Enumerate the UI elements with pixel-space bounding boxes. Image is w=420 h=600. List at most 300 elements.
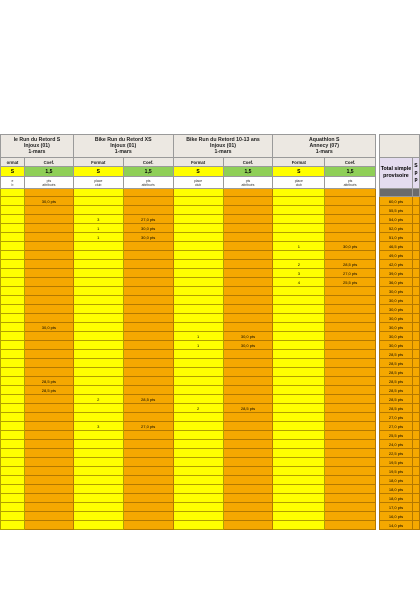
cut-off-cell [412, 386, 419, 395]
table-row [1, 341, 420, 350]
table-row [1, 422, 420, 431]
points-cell [24, 233, 73, 242]
place-cell [1, 251, 25, 260]
points-cell: 25,5 pts [325, 278, 376, 287]
place-cell [1, 377, 25, 386]
place-cell [173, 386, 223, 395]
points-cell [123, 269, 173, 278]
points-cell [223, 440, 273, 449]
spacer [376, 177, 380, 189]
table-row [1, 521, 420, 530]
points-cell: 30,0 pts [123, 233, 173, 242]
place-cell [73, 494, 123, 503]
table-row [1, 386, 420, 395]
event-title-l2: Injoux (01) [210, 142, 236, 149]
points-cell [223, 206, 273, 215]
place-cell [273, 440, 325, 449]
points-cell [123, 332, 173, 341]
place-cell [273, 251, 325, 260]
points-cell [123, 512, 173, 521]
points-cell [223, 467, 273, 476]
place-cell [273, 458, 325, 467]
points-cell [24, 494, 73, 503]
place-label [173, 177, 223, 189]
place-cell [1, 215, 25, 224]
place-cell [1, 476, 25, 485]
table-row [1, 251, 420, 260]
place-cell [173, 260, 223, 269]
sub-label-line: place [194, 178, 203, 183]
place-cell [273, 431, 325, 440]
place-cell [1, 197, 25, 206]
points-cell [325, 341, 376, 350]
cut-off-cell [412, 314, 419, 323]
points-cell [223, 431, 273, 440]
points-cell [223, 215, 273, 224]
cut-off-cell [412, 224, 419, 233]
points-cell [24, 314, 73, 323]
format-label: Format [73, 158, 123, 167]
place-cell [273, 413, 325, 422]
event-title-l2: Annecy (07) [309, 142, 339, 149]
points-cell: 30,0 pts [325, 242, 376, 251]
place-cell [73, 305, 123, 314]
event-title [1, 135, 74, 158]
points-label [24, 177, 73, 189]
place-cell [1, 395, 25, 404]
cut-off-letter: p [414, 169, 418, 176]
points-cell [24, 341, 73, 350]
points-cell [123, 476, 173, 485]
place-cell [1, 278, 25, 287]
total-cell: 18,0 pts [379, 494, 412, 503]
points-cell [325, 485, 376, 494]
points-cell: 28,5 pts [223, 404, 273, 413]
sub-label-line: club [194, 182, 202, 187]
sub-label-line: attribués [141, 182, 155, 187]
total-cell: 28,5 pts [379, 359, 412, 368]
points-cell [325, 305, 376, 314]
place-cell [173, 476, 223, 485]
place-cell [273, 350, 325, 359]
table-row [1, 296, 420, 305]
place-cell [173, 512, 223, 521]
place-cell [73, 521, 123, 530]
cut-off-cell [412, 233, 419, 242]
table-row [1, 431, 420, 440]
table-row [1, 197, 420, 206]
table-row [1, 485, 420, 494]
points-cell [123, 278, 173, 287]
place-cell [1, 404, 25, 413]
place-cell [73, 332, 123, 341]
place-cell [173, 467, 223, 476]
sub-label-line: place [294, 178, 303, 183]
points-cell [24, 224, 73, 233]
place-cell [173, 206, 223, 215]
points-cell [24, 485, 73, 494]
place-cell [73, 197, 123, 206]
data-cell [173, 189, 223, 197]
points-cell [24, 458, 73, 467]
total-cell: 27,0 pts [379, 413, 412, 422]
points-cell [123, 314, 173, 323]
points-cell [24, 260, 73, 269]
table-row [1, 269, 420, 278]
place-cell [273, 314, 325, 323]
sub-label-line: attribués [42, 182, 56, 187]
points-cell [325, 377, 376, 386]
place-cell [1, 386, 25, 395]
place-cell [273, 215, 325, 224]
points-cell: 30,0 pts [223, 341, 273, 350]
place-cell [273, 467, 325, 476]
coef-label: Coef. [223, 158, 273, 167]
cut-off-cell [412, 440, 419, 449]
table-row [1, 278, 420, 287]
place-cell [173, 350, 223, 359]
points-cell: 28,5 pts [123, 395, 173, 404]
place-cell [73, 386, 123, 395]
place-cell [273, 368, 325, 377]
cut-off-cell [412, 521, 419, 530]
points-label [123, 177, 173, 189]
place-cell [273, 521, 325, 530]
place-cell [1, 206, 25, 215]
points-cell [123, 494, 173, 503]
total-cell: 49,0 pts [379, 251, 412, 260]
cut-off-cell [412, 458, 419, 467]
points-label [223, 177, 273, 189]
points-cell [24, 368, 73, 377]
place-cell [73, 341, 123, 350]
points-cell [325, 440, 376, 449]
place-cell [73, 260, 123, 269]
table-row [1, 494, 420, 503]
place-cell [73, 503, 123, 512]
points-cell [123, 287, 173, 296]
cut-off-cell [412, 413, 419, 422]
points-cell [24, 404, 73, 413]
points-cell [325, 323, 376, 332]
place-cell [73, 269, 123, 278]
place-cell [1, 440, 25, 449]
points-cell [325, 458, 376, 467]
place-cell [73, 476, 123, 485]
place-cell [1, 458, 25, 467]
points-cell [223, 521, 273, 530]
points-cell [223, 314, 273, 323]
table-row [1, 503, 420, 512]
data-cell [1, 189, 25, 197]
place-cell: 2 [73, 395, 123, 404]
place-cell [273, 197, 325, 206]
place-cell [1, 449, 25, 458]
place-cell [1, 413, 25, 422]
points-cell [24, 413, 73, 422]
points-cell: 30,0 pts [24, 323, 73, 332]
place-cell [1, 350, 25, 359]
place-cell [273, 296, 325, 305]
points-cell [123, 377, 173, 386]
place-cell: 1 [173, 341, 223, 350]
place-cell [173, 503, 223, 512]
place-cell [173, 422, 223, 431]
table-row [1, 359, 420, 368]
place-cell [73, 440, 123, 449]
points-cell [24, 449, 73, 458]
place-cell [73, 314, 123, 323]
event-title [173, 135, 273, 158]
place-cell [173, 215, 223, 224]
total-header-bar [379, 189, 412, 197]
points-cell [24, 512, 73, 521]
points-cell: 30,0 pts [223, 332, 273, 341]
place-cell [273, 224, 325, 233]
points-cell: 30,0 pts [24, 197, 73, 206]
place-cell [73, 251, 123, 260]
place-cell [73, 242, 123, 251]
points-cell [223, 368, 273, 377]
place-cell [1, 341, 25, 350]
place-cell [273, 233, 325, 242]
place-cell [173, 413, 223, 422]
total-cell: 28,5 pts [379, 350, 412, 359]
place-cell: 3 [73, 422, 123, 431]
points-cell [325, 368, 376, 377]
points-cell [24, 503, 73, 512]
event-date: 1-mars [214, 149, 232, 156]
place-cell [73, 278, 123, 287]
total-cell: 54,0 pts [379, 215, 412, 224]
total-cell: 22,5 pts [379, 449, 412, 458]
results-body [1, 135, 420, 530]
sub-label-line: attribués [343, 182, 357, 187]
points-cell [325, 296, 376, 305]
table-row [1, 233, 420, 242]
event-title-l1: Bike Run du Retord XS [94, 136, 152, 143]
cut-off-cell [412, 242, 419, 251]
total-cell: 39,0 pts [379, 269, 412, 278]
table-row [1, 215, 420, 224]
spacer [376, 167, 380, 177]
coef-label: Coef. [123, 158, 173, 167]
place-cell [173, 431, 223, 440]
points-cell [123, 251, 173, 260]
cut-off-cell [412, 269, 419, 278]
points-cell [24, 521, 73, 530]
points-cell [223, 377, 273, 386]
total-cell: 28,5 pts [379, 377, 412, 386]
place-cell [73, 206, 123, 215]
event-title-l2: Injoux (01) [23, 142, 50, 149]
table-row [1, 449, 420, 458]
place-cell [173, 269, 223, 278]
points-cell [123, 341, 173, 350]
total-cell: 60,0 pts [379, 197, 412, 206]
points-cell: 28,5 pts [24, 386, 73, 395]
points-cell [223, 224, 273, 233]
place-cell: 2 [173, 404, 223, 413]
table-row [1, 458, 420, 467]
place-cell: 1 [173, 332, 223, 341]
place-cell [173, 251, 223, 260]
points-cell: 27,0 pts [123, 215, 173, 224]
sub-label-line: pts [145, 178, 151, 183]
place-cell [273, 332, 325, 341]
total-cell: 24,0 pts [379, 440, 412, 449]
points-cell [325, 233, 376, 242]
place-cell [1, 494, 25, 503]
place-cell [173, 314, 223, 323]
place-cell [173, 224, 223, 233]
total-cell: 18,0 pts [379, 476, 412, 485]
place-cell [173, 323, 223, 332]
total-cell: 28,5 pts [379, 386, 412, 395]
place-cell [173, 377, 223, 386]
place-cell: 4 [273, 278, 325, 287]
total-cell: 30,0 pts [379, 296, 412, 305]
points-cell [223, 413, 273, 422]
points-cell [223, 296, 273, 305]
points-cell [123, 386, 173, 395]
place-cell [173, 197, 223, 206]
cut-off-cell [412, 368, 419, 377]
cut-off-cell [412, 476, 419, 485]
place-cell [173, 287, 223, 296]
results-sheet [0, 134, 420, 530]
points-cell [123, 206, 173, 215]
points-cell [123, 404, 173, 413]
coef-value: 1,5 [123, 167, 173, 177]
total-bar-row [1, 189, 420, 197]
cut-off-cell [412, 377, 419, 386]
place-cell [73, 458, 123, 467]
place-cell [73, 296, 123, 305]
points-cell [123, 449, 173, 458]
total-cell: 28,5 pts [379, 404, 412, 413]
place-cell [173, 359, 223, 368]
points-cell [24, 359, 73, 368]
cut-off-cell [412, 404, 419, 413]
points-cell [24, 305, 73, 314]
points-cell [123, 350, 173, 359]
points-cell [24, 395, 73, 404]
sub-label-line: attribués [241, 182, 255, 187]
points-cell [24, 476, 73, 485]
total-cell: 19,5 pts [379, 467, 412, 476]
points-cell [223, 476, 273, 485]
place-cell [173, 440, 223, 449]
place-cell [273, 404, 325, 413]
total-cell: 30,0 pts [379, 287, 412, 296]
place-cell [73, 449, 123, 458]
format-value: S [173, 167, 223, 177]
place-cell [73, 323, 123, 332]
place-cell [273, 485, 325, 494]
points-cell [123, 305, 173, 314]
points-label [325, 177, 376, 189]
place-cell [1, 242, 25, 251]
cut-off-cell [412, 350, 419, 359]
event-title-l1: Aquathlon S [308, 136, 340, 143]
points-cell [223, 251, 273, 260]
total-cell: 55,5 pts [379, 206, 412, 215]
place-cell [1, 296, 25, 305]
table-row [1, 206, 420, 215]
place-cell: 3 [73, 215, 123, 224]
points-cell [223, 233, 273, 242]
points-cell [223, 197, 273, 206]
points-cell [24, 287, 73, 296]
place-cell [73, 377, 123, 386]
cut-off-cell [412, 206, 419, 215]
data-cell [223, 189, 273, 197]
table-row [1, 476, 420, 485]
cut-off-cell [412, 485, 419, 494]
points-cell [24, 350, 73, 359]
place-cell [173, 494, 223, 503]
place-cell [73, 512, 123, 521]
table-row [1, 314, 420, 323]
points-cell [123, 413, 173, 422]
table-row [1, 260, 420, 269]
place-cell [73, 404, 123, 413]
place-cell: 1 [73, 224, 123, 233]
place-cell [273, 422, 325, 431]
points-cell [325, 251, 376, 260]
coef-value: 1,5 [325, 167, 376, 177]
place-cell [1, 503, 25, 512]
value-row [1, 167, 420, 177]
points-cell [325, 494, 376, 503]
points-cell [123, 323, 173, 332]
place-cell [1, 431, 25, 440]
sub-label-line: pts [347, 178, 353, 183]
place-cell [1, 233, 25, 242]
coef-label: Coef. [325, 158, 376, 167]
place-cell [273, 359, 325, 368]
place-cell [273, 386, 325, 395]
coef-value: 1,5 [223, 167, 273, 177]
place-cell [173, 395, 223, 404]
points-cell [123, 359, 173, 368]
points-cell [223, 323, 273, 332]
table-row [1, 305, 420, 314]
cut-off-cell [412, 359, 419, 368]
points-cell [123, 503, 173, 512]
place-cell [273, 512, 325, 521]
event-title-l1: le Run du Retord S [13, 136, 61, 143]
total-cell: 28,5 pts [379, 395, 412, 404]
points-cell [325, 404, 376, 413]
total-cell: 46,5 pts [379, 242, 412, 251]
points-cell [325, 386, 376, 395]
points-cell [325, 224, 376, 233]
cut-off-cell [412, 512, 419, 521]
cut-off-cell [412, 449, 419, 458]
points-cell [24, 278, 73, 287]
place-cell [173, 278, 223, 287]
place-cell [173, 449, 223, 458]
points-cell [223, 359, 273, 368]
points-cell [24, 242, 73, 251]
total-cell: 51,0 pts [379, 233, 412, 242]
data-cell [73, 189, 123, 197]
place-label [273, 177, 325, 189]
place-cell [1, 260, 25, 269]
sub-label-line: club [95, 182, 102, 187]
